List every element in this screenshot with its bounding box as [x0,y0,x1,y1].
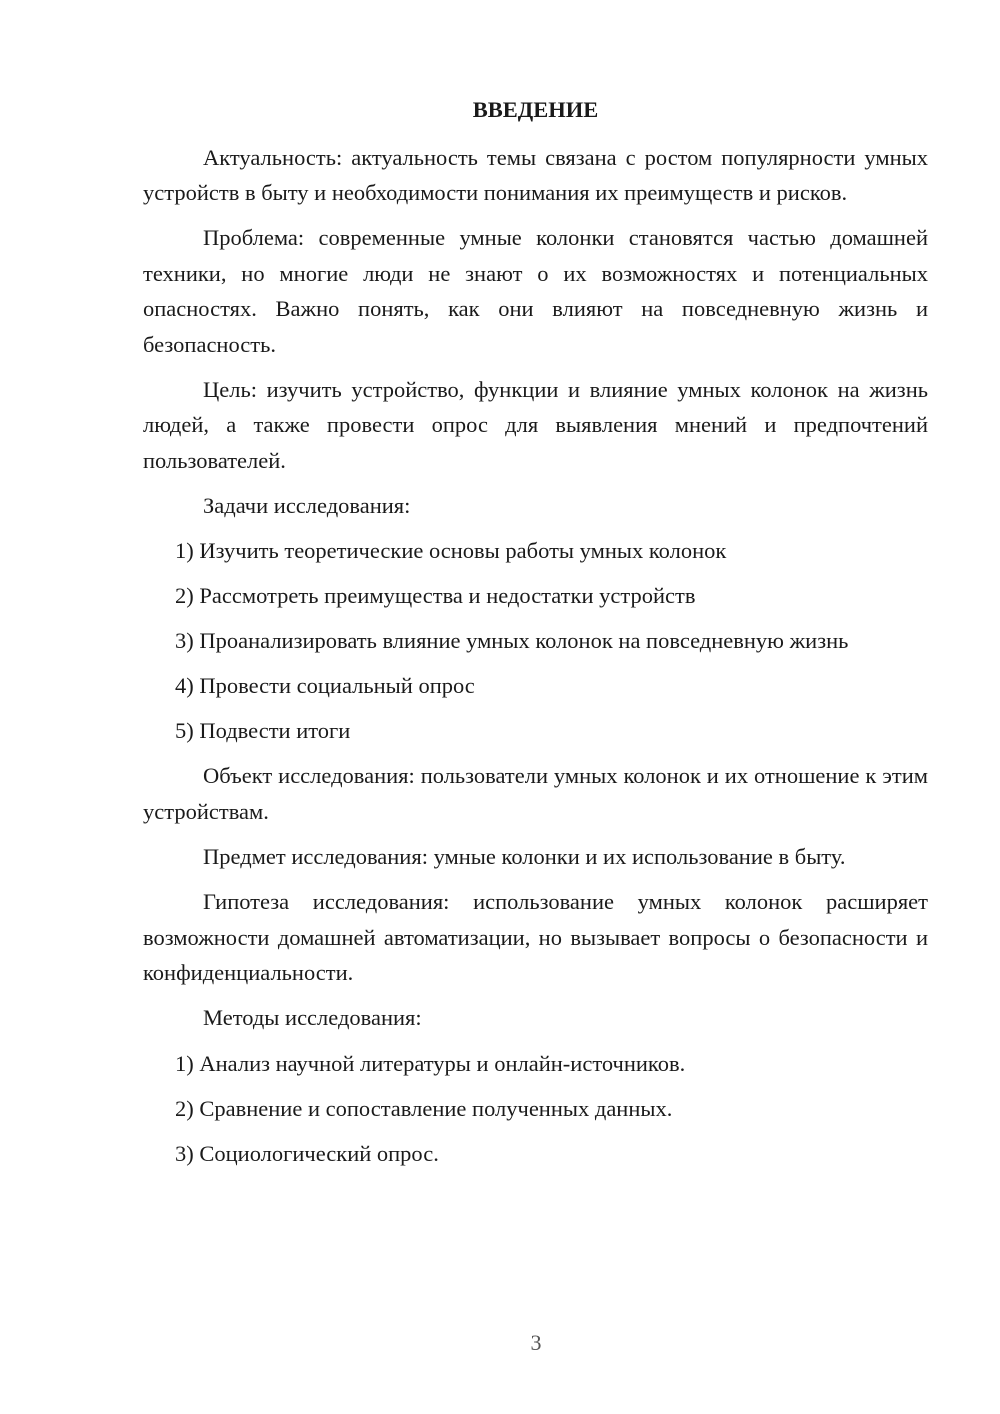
page-title: ВВЕДЕНИЕ [472,97,599,122]
subject-paragraph: Предмет исследования: умные колонки и их использование в быту. [203,843,846,869]
list-item: 2) Рассмотреть преимущества и недостатки устройств [175,583,696,608]
methods-list [143,1046,928,1172]
list-item: 1) Изучить теоретические основы работы умных колонок [175,538,727,563]
page-number: 3 [530,1330,542,1355]
hypothesis-paragraph: Гипотеза исследования: использование умных колонок расширяет возможности домашней автоматизации, но вызывает вопросы о безопасности и конфиденциальности. [143,889,928,985]
list-item: 2) Сравнение и сопоставление полученных данных. [175,1095,673,1121]
goal-paragraph: Цель: изучить устройство, функции и влияние умных колонок на жизнь людей, а также провести опрос для выявления мнений и предпочтений пользователей. [143,376,928,473]
problem-paragraph: Проблема: современные умные колонки становятся частью домашней техники, но многие люди не знают о их возможностях и потенциальных опасностях. Важно понять, как они влияют на повседневную жизнь и безопасность. [143,225,928,357]
list-item: 4) Провести социальный опрос [175,673,475,698]
list-item: 5) Подвести итоги [175,718,351,743]
tasks-heading: Задачи исследования: [203,492,411,518]
list-item: 3) Социологический опрос. [175,1140,439,1166]
list-item: 3) Проанализировать влияние умных колонок на повседневную жизнь [175,628,849,653]
tasks-list [143,533,928,749]
methods-heading: Методы исследования: [203,1005,422,1030]
relevance-paragraph: Актуальность: актуальность темы связана с ростом популярности умных устройств в быту и необходимости понимания их преимуществ и рисков. [143,144,928,205]
object-paragraph: Объект исследования: пользователи умных колонок и их отношение к этим устройствам. [143,763,928,824]
document-body [143,92,928,1181]
list-item: 1) Анализ научной литературы и онлайн-источников. [175,1050,686,1076]
